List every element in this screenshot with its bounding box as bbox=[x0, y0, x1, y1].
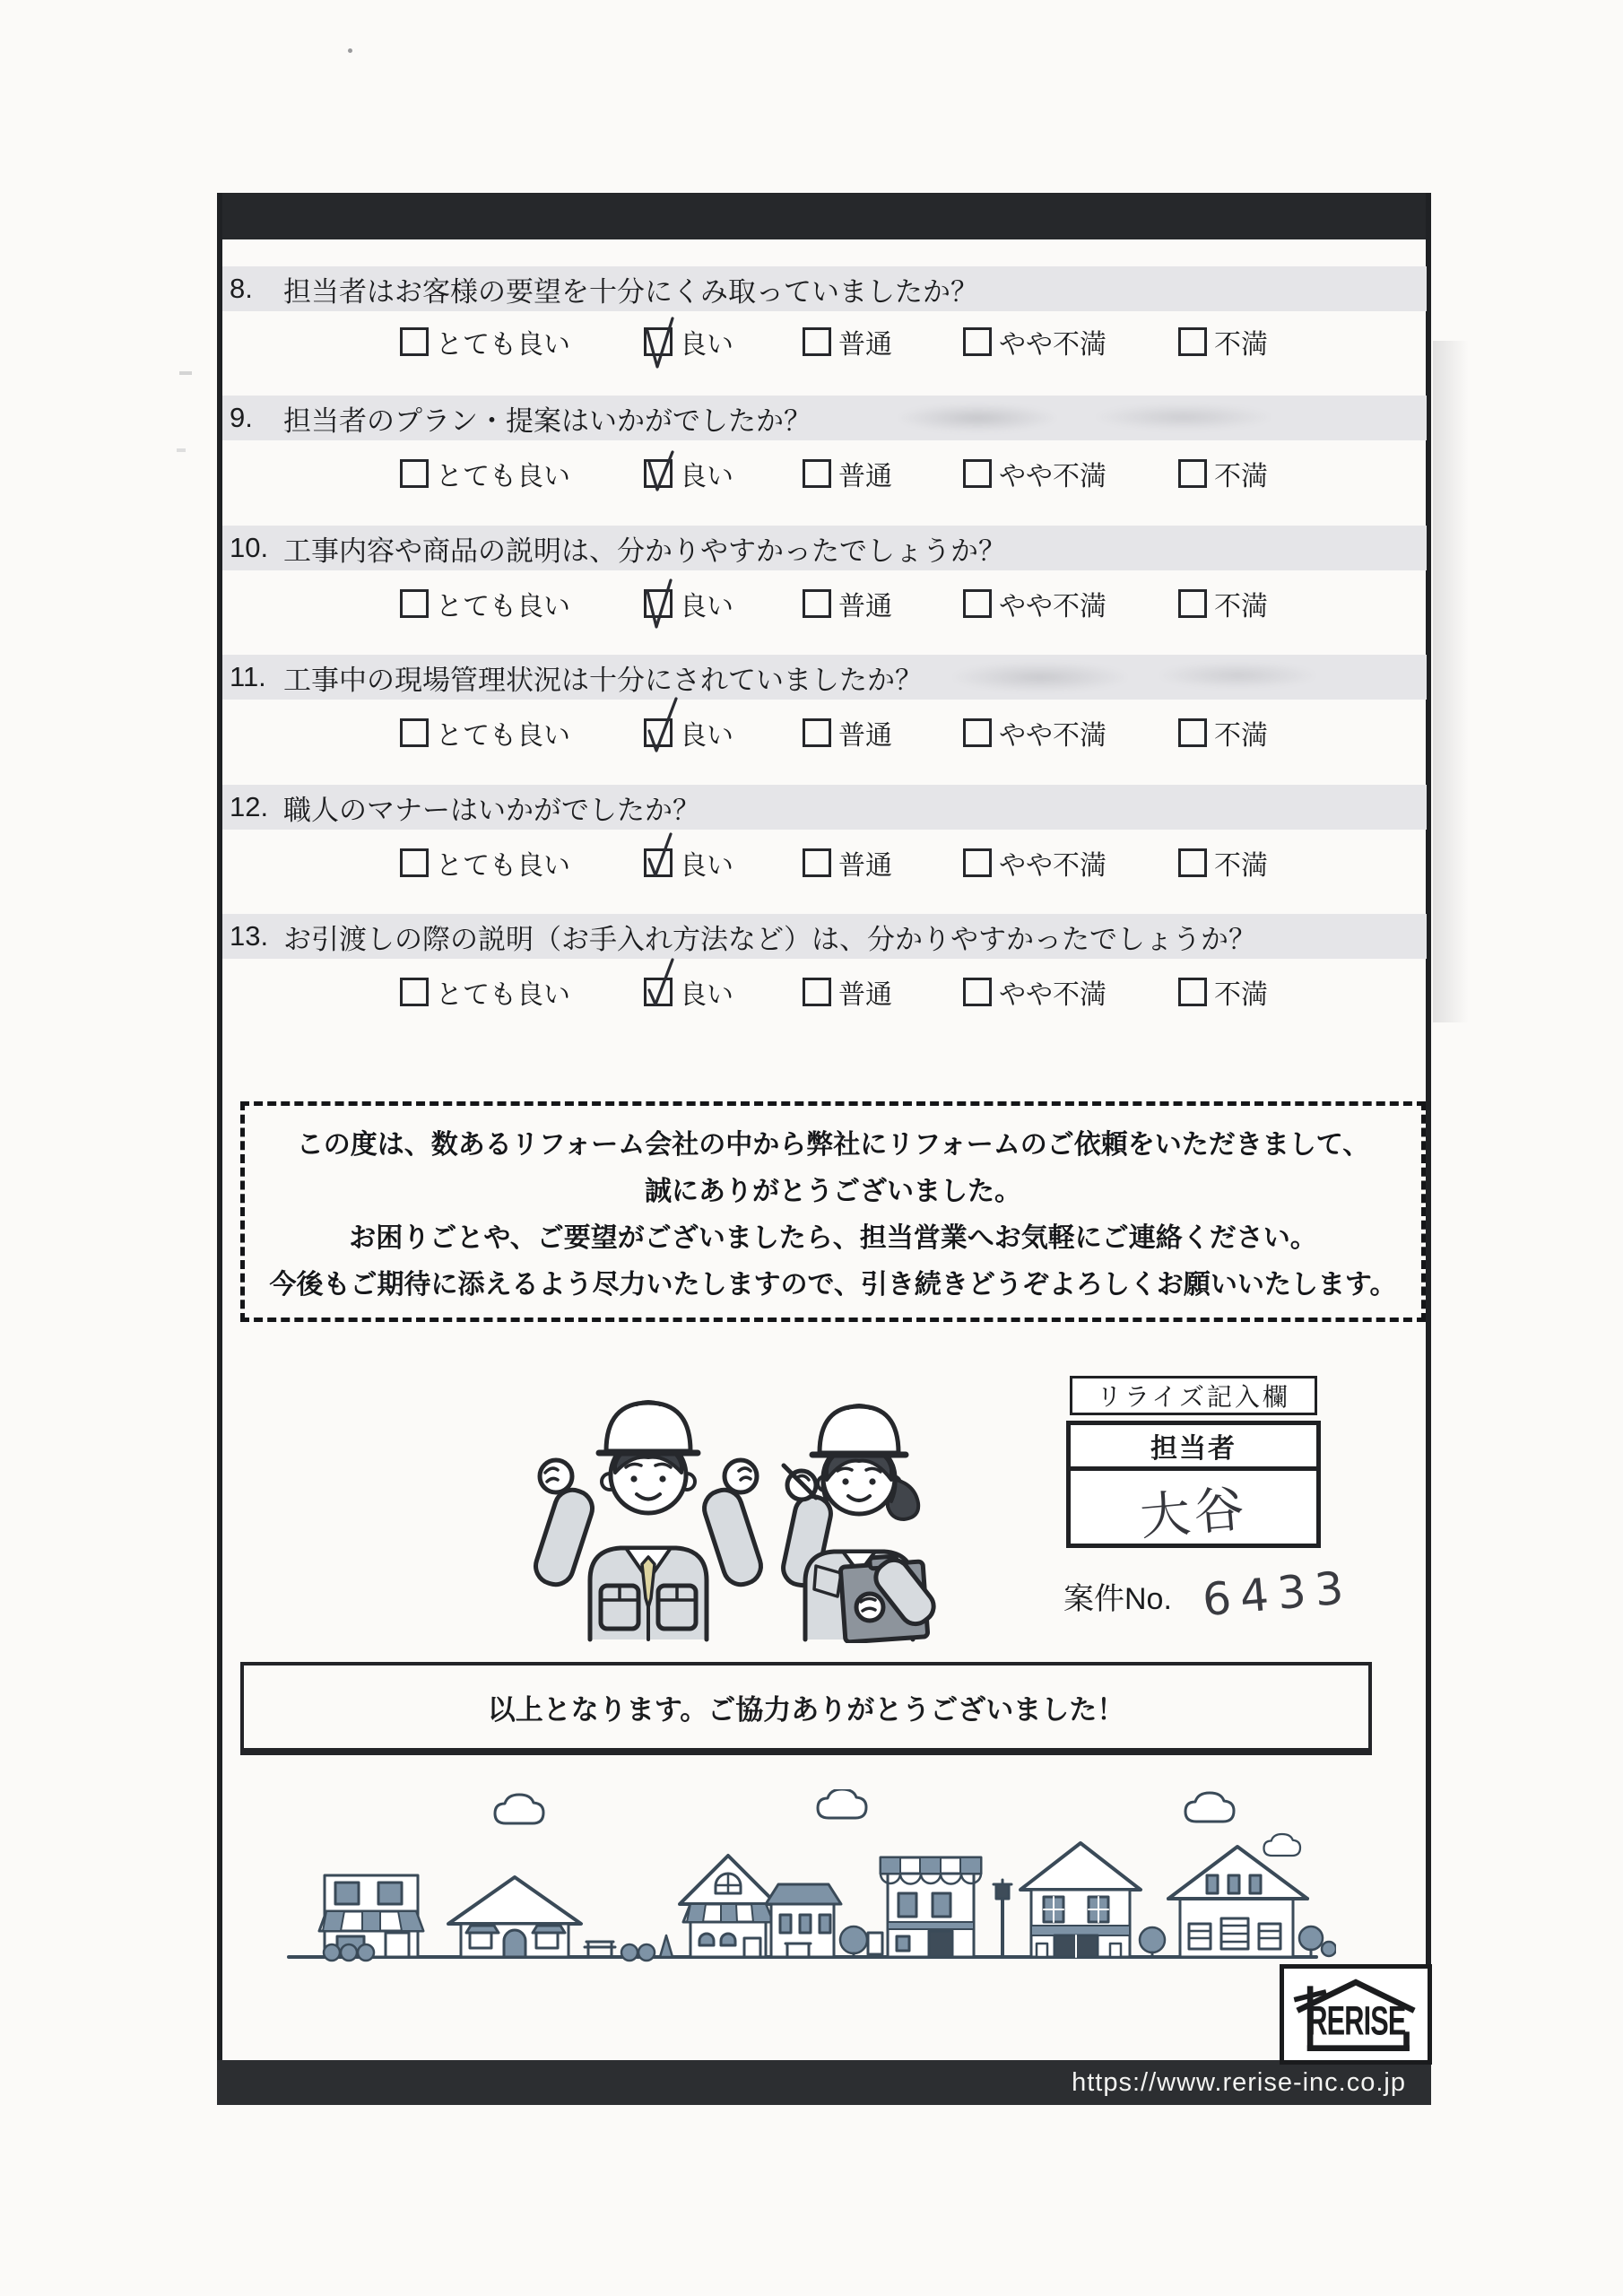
company-logo-box bbox=[1280, 1964, 1432, 2065]
checkbox-very-good[interactable] bbox=[400, 718, 429, 747]
checkbox-somewhat-dissatisfied[interactable] bbox=[963, 848, 992, 877]
option-label: とても良い bbox=[436, 721, 570, 751]
checkbox-very-good[interactable] bbox=[400, 589, 429, 618]
rerise-logo-text: RERISE bbox=[1307, 1998, 1406, 2045]
scan-bleed-strip bbox=[1433, 341, 1469, 1022]
option-label: やや不満 bbox=[999, 980, 1107, 1010]
options-row-q13 bbox=[0, 973, 1623, 1011]
checkbox-dissatisfied[interactable] bbox=[1178, 327, 1207, 356]
option-label: 普通 bbox=[838, 330, 892, 360]
question-number: 13. bbox=[230, 920, 269, 952]
checkmark-icon bbox=[638, 827, 681, 895]
option-label: やや不満 bbox=[999, 592, 1107, 622]
staff-name-field[interactable] bbox=[1071, 1471, 1316, 1548]
scan-artifact bbox=[179, 371, 192, 375]
checkbox-normal[interactable] bbox=[803, 978, 831, 1006]
options-row-q9 bbox=[0, 455, 1623, 492]
option-label: とても良い bbox=[436, 462, 570, 491]
question-text: 職人のマナーはいかがでしたか？ bbox=[283, 794, 700, 826]
handwritten-staff-name: 大谷 bbox=[1137, 1479, 1250, 1548]
checkbox-dissatisfied[interactable] bbox=[1178, 459, 1207, 488]
scan-bleed-artifact bbox=[950, 662, 1336, 692]
closing-message: 以上となります。ご協力ありがとうございました！ bbox=[487, 1693, 1125, 1726]
checkbox-good-checked[interactable] bbox=[644, 718, 673, 747]
checkbox-good-checked[interactable] bbox=[644, 459, 673, 488]
checkbox-normal[interactable] bbox=[803, 589, 831, 618]
option-label: 良い bbox=[680, 330, 733, 360]
checkbox-normal[interactable] bbox=[803, 718, 831, 747]
option-label: 良い bbox=[680, 592, 733, 622]
checkbox-somewhat-dissatisfied[interactable] bbox=[963, 459, 992, 488]
question-row-8 bbox=[222, 266, 1427, 311]
options-row-q8 bbox=[0, 323, 1623, 361]
checkbox-dissatisfied[interactable] bbox=[1178, 589, 1207, 618]
checkmark-icon bbox=[638, 956, 681, 1024]
question-text: 担当者のプラン・提案はいかがでしたか？ bbox=[283, 404, 812, 437]
checkbox-good-checked[interactable] bbox=[644, 589, 673, 618]
checkbox-very-good[interactable] bbox=[400, 459, 429, 488]
scan-bleed-artifact bbox=[897, 404, 1318, 432]
question-number: 12. bbox=[230, 791, 269, 822]
option-label: 良い bbox=[680, 462, 733, 491]
handwritten-case-number[interactable]: 6433 bbox=[1200, 1561, 1355, 1627]
option-label: 不満 bbox=[1214, 592, 1268, 622]
scan-speck bbox=[348, 48, 352, 53]
case-number-label: 案件No. bbox=[1063, 1582, 1172, 1616]
footer-bar bbox=[217, 2060, 1431, 2105]
option-label: 不満 bbox=[1214, 980, 1268, 1010]
checkbox-dissatisfied[interactable] bbox=[1178, 718, 1207, 747]
question-number: 11. bbox=[230, 661, 266, 692]
question-row-13 bbox=[222, 914, 1427, 959]
options-row-q12 bbox=[0, 844, 1623, 882]
option-label: 普通 bbox=[838, 851, 892, 881]
question-number: 9. bbox=[230, 402, 253, 433]
checkmark-icon bbox=[638, 697, 681, 765]
staff-box-header bbox=[1070, 1376, 1317, 1415]
question-text: 工事中の現場管理状況は十分にされていましたか？ bbox=[283, 664, 923, 696]
checkmark-icon bbox=[638, 438, 681, 506]
options-row-q11 bbox=[0, 714, 1623, 752]
construction-workers-illustration bbox=[500, 1372, 977, 1643]
question-text: 担当者はお客様の要望を十分にくみ取っていましたか？ bbox=[283, 275, 978, 308]
checkbox-normal[interactable] bbox=[803, 459, 831, 488]
option-label: 普通 bbox=[838, 462, 892, 491]
option-label: とても良い bbox=[436, 851, 570, 881]
checkmark-icon bbox=[638, 306, 681, 374]
checkbox-very-good[interactable] bbox=[400, 848, 429, 877]
staff-box-header-label: リライズ記入欄 bbox=[1097, 1383, 1290, 1411]
option-label: やや不満 bbox=[999, 330, 1107, 360]
thank-you-line: お困りごとや、ご要望がございましたら、担当営業へお気軽にご連絡ください。 bbox=[349, 1223, 1317, 1253]
checkbox-good-checked[interactable] bbox=[644, 327, 673, 356]
staff-box bbox=[1066, 1421, 1321, 1548]
option-label: とても良い bbox=[436, 592, 570, 622]
option-label: 不満 bbox=[1214, 462, 1268, 491]
options-row-q10 bbox=[0, 585, 1623, 622]
checkbox-good-checked[interactable] bbox=[644, 848, 673, 877]
case-number-row bbox=[1063, 1561, 1440, 1627]
option-label: 普通 bbox=[838, 721, 892, 751]
checkbox-good-checked[interactable] bbox=[644, 978, 673, 1006]
option-label: 良い bbox=[680, 721, 733, 751]
company-website-url[interactable]: https://www.rerise-inc.co.jp bbox=[1072, 2067, 1406, 2097]
staff-role-label: 担当者 bbox=[1071, 1425, 1316, 1471]
thank-you-line: 今後もご期待に添えるよう尽力いたしますので、引き続きどうぞよろしくお願いいたします。 bbox=[269, 1270, 1397, 1300]
question-text: お引渡しの際の説明（お手入れ方法など）は、分かりやすかったでしょうか？ bbox=[283, 923, 1256, 955]
checkbox-normal[interactable] bbox=[803, 327, 831, 356]
option-label: 不満 bbox=[1214, 721, 1268, 751]
option-label: 良い bbox=[680, 851, 733, 881]
townscape-illustration bbox=[269, 1789, 1336, 1982]
thank-you-line: この度は、数あるリフォーム会社の中から弊社にリフォームのご依頼をいただきまして、 bbox=[296, 1130, 1370, 1160]
checkbox-somewhat-dissatisfied[interactable] bbox=[963, 718, 992, 747]
option-label: 普通 bbox=[838, 980, 892, 1010]
option-label: 不満 bbox=[1214, 851, 1268, 881]
option-label: やや不満 bbox=[999, 721, 1107, 751]
checkbox-dissatisfied[interactable] bbox=[1178, 848, 1207, 877]
question-number: 10. bbox=[230, 532, 269, 563]
checkbox-somewhat-dissatisfied[interactable] bbox=[963, 978, 992, 1006]
option-label: とても良い bbox=[436, 330, 570, 360]
option-label: 普通 bbox=[838, 592, 892, 622]
option-label: 良い bbox=[680, 980, 733, 1010]
option-label: とても良い bbox=[436, 980, 570, 1010]
option-label: 不満 bbox=[1214, 330, 1268, 360]
closing-message-box bbox=[240, 1662, 1372, 1755]
checkmark-icon bbox=[638, 568, 681, 636]
document-top-bar bbox=[217, 193, 1431, 239]
thank-you-line: 誠にありがとうございました。 bbox=[645, 1177, 1021, 1206]
question-row-12 bbox=[222, 785, 1427, 830]
rerise-house-logo-icon bbox=[1288, 1970, 1424, 2058]
option-label: やや不満 bbox=[999, 462, 1107, 491]
scan-artifact bbox=[177, 448, 186, 452]
checkbox-somewhat-dissatisfied[interactable] bbox=[963, 589, 992, 618]
checkbox-dissatisfied[interactable] bbox=[1178, 978, 1207, 1006]
checkbox-very-good[interactable] bbox=[400, 978, 429, 1006]
question-number: 8. bbox=[230, 273, 253, 304]
thank-you-message-box bbox=[240, 1101, 1426, 1322]
checkbox-very-good[interactable] bbox=[400, 327, 429, 356]
checkbox-somewhat-dissatisfied[interactable] bbox=[963, 327, 992, 356]
question-text: 工事内容や商品の説明は、分かりやすかったでしょうか？ bbox=[283, 535, 1006, 567]
checkbox-normal[interactable] bbox=[803, 848, 831, 877]
question-row-10 bbox=[222, 526, 1427, 570]
option-label: やや不満 bbox=[999, 851, 1107, 881]
